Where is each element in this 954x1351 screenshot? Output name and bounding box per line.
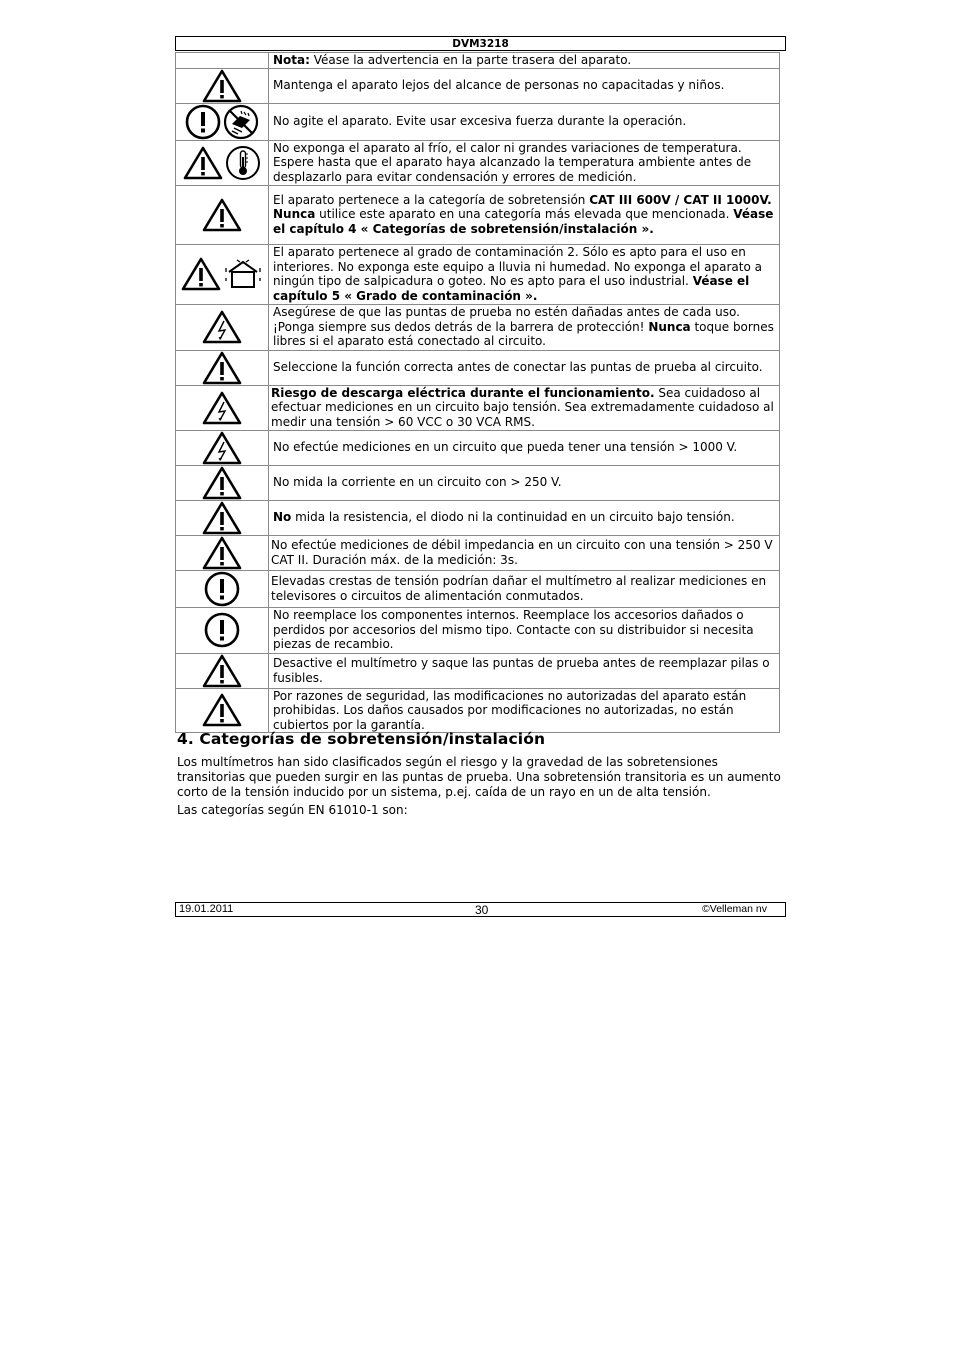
safety-text [269,607,780,653]
icon-cell [176,304,269,350]
text-run: Véase el capítulo 4 « Categorías de sobretensión/instalación ». [273,207,774,236]
text-run: toque bornes libres si el aparato está conectado al circuito. [273,319,774,349]
warning-triangle-icon [202,510,242,524]
indoor-house-icon [223,267,263,281]
text-run: El aparato pertenece al grado de contaminación 2. Sólo es apto para el uso en interiores. No exponga este equipo a lluvia ni humedad. No exponga el aparato a ningún tipo de salpicadura o goteo. No es apto para el uso industrial. [273,244,762,289]
safety-text [269,570,780,607]
safety-text [269,500,780,535]
safety-text [269,465,780,500]
caution-circle-icon [204,623,240,637]
electric-shock-triangle-icon [202,320,242,334]
safety-row [176,53,780,69]
warning-triangle-icon [202,475,242,489]
safety-text [269,385,780,430]
electric-shock-triangle-icon [202,440,242,454]
safety-text [269,350,780,385]
safety-row [176,570,780,607]
text-run: Véase la advertencia en la parte trasera del aparato. [309,53,632,67]
text-run: Riesgo de descarga eléctrica durante el funcionamiento. [271,385,655,400]
text-run: Nota: [273,53,310,67]
categories-line: Las categorías según EN 61010-1 son: [177,803,408,817]
text-run: Asegúrese de que las puntas de prueba no estén dañadas antes de cada uso. ¡Ponga siempre sus dedos detrás de la barrera de protección! [273,305,740,334]
text-run: Nunca [648,319,691,334]
icon-cell [176,688,269,733]
safety-text [269,103,780,140]
warning-triangle-icon [202,207,242,221]
text-run: No efectúe mediciones en un circuito que pueda tener una tensión > 1000 V. [273,440,738,455]
safety-text [269,140,780,185]
footer-copyright: ©Velleman nv [702,903,767,915]
no-shaking-icon [223,114,259,128]
text-run: Véase el capítulo 5 « Grado de contaminación ». [273,274,750,303]
text-run: No mida la corriente en un circuito con > 250 V. [273,475,562,490]
safety-row [176,140,780,185]
icon-cell [176,103,269,140]
safety-text [269,653,780,688]
icon-cell [176,570,269,607]
safety-row [176,535,780,570]
safety-row [176,465,780,500]
model-label: DVM3218 [452,38,509,50]
page-footer [175,902,786,917]
text-run: No exponga el aparato al frío, el calor ni grandes variaciones de temperatura. Espere hasta que el aparato haya alcanzado la temperatura ambiente antes de desplazarlo para evitar condensación y errores de medición. [273,140,752,184]
text-run: CAT III 600V / CAT II 1000V. [589,192,772,207]
warning-triangle-icon [202,703,242,717]
safety-row [176,350,780,385]
footer-page-number: 30 [475,903,489,917]
safety-row [176,185,780,244]
text-run: No reemplace los componentes internos. Reemplace los accesorios dañados o perdidos por accesorios del mismo tipo. Contacte con su distribuidor si necesita piezas de recambio. [273,608,754,652]
text-run: Nunca [273,207,316,222]
icon-cell [176,430,269,465]
section-intro: Los multímetros han sido clasificados según el riesgo y la gravedad de las sobretensiones transitorias que pueden surgir en las puntas de prueba. Una sobretensión transitoria es un aumento corto de la tensión inducido por un sistema, p.ej. caída de un rayo en un de alta tensión. [177,755,781,799]
icon-cell [176,607,269,653]
icon-cell [176,140,269,185]
icon-cell [176,68,269,103]
text-run: No agite el aparato. Evite usar excesiva fuerza durante la operación. [273,114,687,129]
safety-text [269,535,780,570]
icon-cell [176,535,269,570]
safety-row [176,385,780,430]
icon-cell [176,465,269,500]
icon-cell [176,53,269,69]
page-header [175,36,786,51]
thermometer-icon [225,155,261,169]
text-run: No [273,510,292,525]
safety-row [176,304,780,350]
warning-triangle-icon [183,155,223,169]
section-heading: 4. Categorías de sobretensión/instalación [177,730,546,748]
safety-row [176,653,780,688]
warning-triangle-icon [202,545,242,559]
electric-shock-triangle-icon [202,400,242,414]
icon-cell [176,653,269,688]
safety-table [175,52,780,733]
text-run: Mantenga el aparato lejos del alcance de personas no capacitadas y niños. [273,78,725,93]
icon-cell [176,350,269,385]
text-run: utilice este aparato en una categoría más elevada que mencionada. [315,207,734,222]
safety-text [269,68,780,103]
warning-triangle-icon [202,663,242,677]
safety-text [269,53,780,69]
warning-triangle-icon [202,78,242,92]
text-run: No efectúe mediciones de débil impedancia en un circuito con una tensión > 250 V CAT II. Duración máx. de la medición: 3s. [271,538,773,567]
icon-cell [176,244,269,304]
text-run: mida la resistencia, el diodo ni la continuidad en un circuito bajo tensión. [291,510,735,525]
safety-text [269,304,780,350]
footer-date: 19.01.2011 [179,903,234,915]
text-run: Por razones de seguridad, las modificaciones no autorizadas del aparato están prohibidas. Los daños causados por modificaciones no autorizadas, no están cubiertos por la garantía. [273,688,747,732]
safety-row [176,688,780,733]
warning-triangle-icon [181,267,221,281]
safety-row [176,430,780,465]
safety-row [176,607,780,653]
text-run: Elevadas crestas de tensión podrían dañar el multímetro al realizar mediciones en televisores o circuitos de alimentación conmutados. [271,574,767,603]
warning-triangle-icon [202,360,242,374]
icon-cell [176,385,269,430]
safety-row [176,68,780,103]
text-run: Sea cuidadoso al efectuar mediciones en un circuito bajo tensión. Sea extremadamente cuidadoso al medir una tensión > 60 VCC o 30 VCA RMS. [271,385,774,429]
caution-circle-icon [185,114,221,128]
safety-text [269,430,780,465]
safety-row [176,244,780,304]
safety-row [176,103,780,140]
caution-circle-icon [204,581,240,595]
safety-text [269,185,780,244]
safety-row [176,500,780,535]
text-run: Seleccione la función correcta antes de conectar las puntas de prueba al circuito. [273,360,763,375]
icon-cell [176,185,269,244]
text-run: Desactive el multímetro y saque las puntas de prueba antes de reemplazar pilas o fusibles. [273,656,770,685]
safety-text [269,244,780,304]
text-run: El aparato pertenece a la categoría de sobretensión [273,192,590,207]
icon-cell [176,500,269,535]
safety-text [269,688,780,733]
